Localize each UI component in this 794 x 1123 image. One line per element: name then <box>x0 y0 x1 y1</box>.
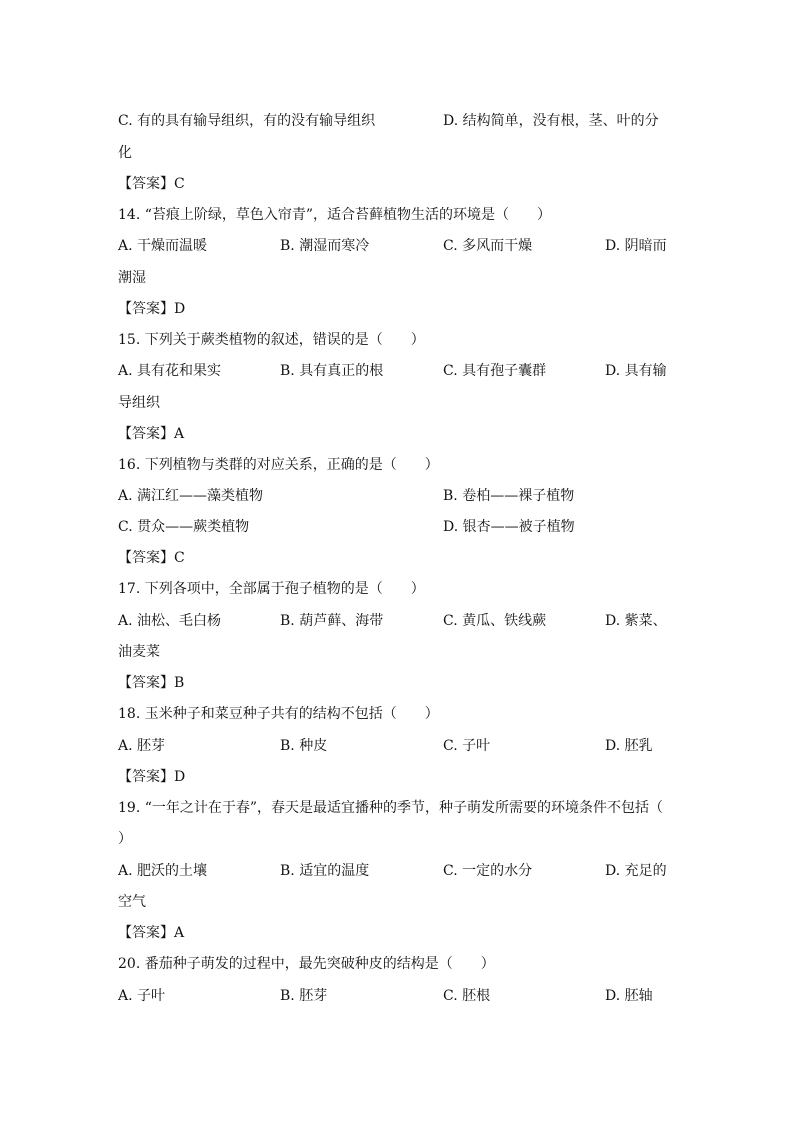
q18-stem: 18. 玉米种子和菜豆种子共有的结构不包括（ ） <box>118 706 439 722</box>
q16-option-c: C. 贯众——蕨类植物 <box>118 519 250 535</box>
q19-option-a: A. 肥沃的土壤 <box>118 863 208 879</box>
q16-option-a: A. 满江红——藻类植物 <box>118 488 264 504</box>
q16-option-d: D. 银杏——被子植物 <box>443 519 575 535</box>
q14-option-b: B. 潮湿而寒冷 <box>280 238 370 254</box>
q14-option-a: A. 干燥而温暖 <box>118 238 208 254</box>
q20-option-a: A. 子叶 <box>118 988 166 1004</box>
q19-option-c: C. 一定的水分 <box>443 863 533 879</box>
q17-option-c: C. 黄瓜、铁线蕨 <box>443 613 547 629</box>
q17-option-d-wrap: 油麦菜 <box>118 644 160 660</box>
q16-answer: 【答案】C <box>118 550 185 566</box>
q13-option-c: C. 有的具有输导组织，有的没有输导组织 <box>118 113 376 129</box>
q17-option-b: B. 葫芦藓、海带 <box>280 613 384 629</box>
q17-answer: 【答案】B <box>118 675 185 691</box>
q14-option-d-wrap: 潮湿 <box>118 270 146 286</box>
q13-option-d: D. 结构简单，没有根，茎、叶的分 <box>443 113 659 129</box>
q17-stem: 17. 下列各项中，全部属于孢子植物的是（ ） <box>118 581 425 597</box>
q14-answer: 【答案】D <box>118 301 186 317</box>
q18-option-a: A. 胚芽 <box>118 738 166 754</box>
q18-option-d: D. 胚乳 <box>605 738 653 754</box>
q15-answer: 【答案】A <box>118 426 185 442</box>
q15-option-a: A. 具有花和果实 <box>118 363 222 379</box>
q19-option-d-wrap: 空气 <box>118 894 146 910</box>
q15-option-c: C. 具有孢子囊群 <box>443 363 547 379</box>
q19-option-b: B. 适宜的温度 <box>280 863 370 879</box>
q14-option-c: C. 多风而干燥 <box>443 238 533 254</box>
q20-option-c: C. 胚根 <box>443 988 491 1004</box>
q15-option-b: B. 具有真正的根 <box>280 363 384 379</box>
q20-stem: 20. 番茄种子萌发的过程中，最先突破种皮的结构是（ ） <box>118 956 495 972</box>
q15-option-d: D. 具有输 <box>605 363 667 379</box>
q17-option-a: A. 油松、毛白杨 <box>118 613 222 629</box>
q19-answer: 【答案】A <box>118 925 185 941</box>
q19-stem-wrap: ） <box>118 831 132 847</box>
q20-option-b: B. 胚芽 <box>280 988 328 1004</box>
q16-stem: 16. 下列植物与类群的对应关系，正确的是（ ） <box>118 457 439 473</box>
q13-option-d-wrap: 化 <box>118 145 132 161</box>
q13-answer: 【答案】C <box>118 176 185 192</box>
q18-option-b: B. 种皮 <box>280 738 328 754</box>
q19-stem: 19. “一年之计在于春”，春天是最适宜播种的季节，种子萌发所需要的环境条件不包括（ <box>118 800 664 816</box>
q14-option-d: D. 阴暗而 <box>605 238 667 254</box>
q14-stem: 14. “苔痕上阶绿，草色入帘青”，适合苔藓植物生活的环境是（ ） <box>118 207 552 223</box>
q17-option-d: D. 紫菜、 <box>605 613 667 629</box>
q19-option-d: D. 充足的 <box>605 863 667 879</box>
q15-option-d-wrap: 导组织 <box>118 395 160 411</box>
q16-option-b: B. 卷柏——裸子植物 <box>443 488 575 504</box>
q15-stem: 15. 下列关于蕨类植物的叙述，错误的是（ ） <box>118 332 425 348</box>
q20-option-d: D. 胚轴 <box>605 988 653 1004</box>
q18-option-c: C. 子叶 <box>443 738 491 754</box>
q18-answer: 【答案】D <box>118 769 186 785</box>
